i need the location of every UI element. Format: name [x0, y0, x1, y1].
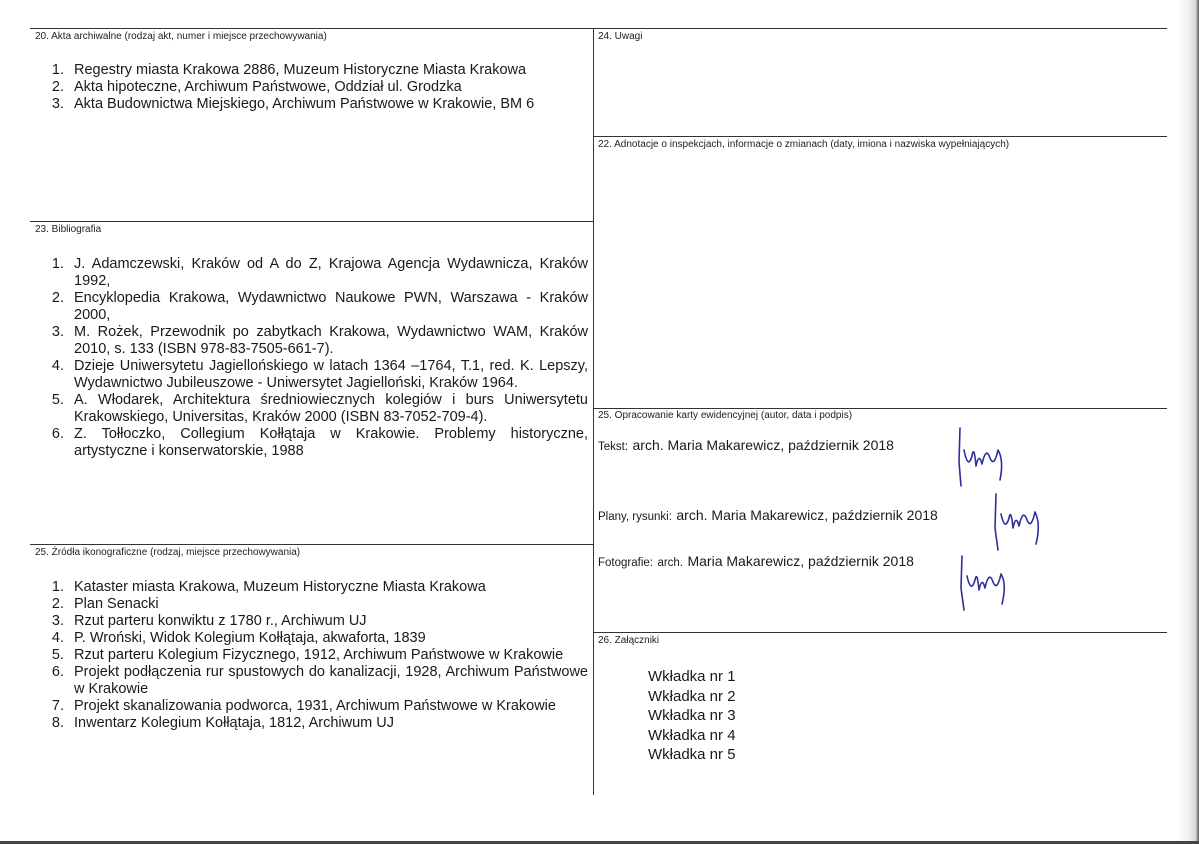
item-text: Kataster miasta Krakowa, Muzeum Historyczne Miasta Krakowa [74, 579, 486, 595]
tekst-line [598, 437, 894, 455]
tekst-label: Tekst: [598, 441, 629, 453]
foto-label: Fotografie: [598, 557, 653, 569]
list-item [42, 324, 588, 358]
list-item [42, 647, 588, 664]
list-item [42, 426, 588, 460]
list-item [42, 290, 588, 324]
item-number: 3. [51, 324, 64, 340]
item-text: M. Rożek, Przewodnik po zabytkach Krakowa, Wydawnictwo WAM, Kraków 2010, s. 133 (ISBN 978-83-7505-661-7). [74, 324, 588, 357]
item-number: 5. [51, 392, 64, 408]
item-text: Plan Senacki [74, 596, 159, 612]
item-text: Rzut parteru konwiktu z 1780 r., Archiwum UJ [74, 613, 367, 629]
foto-value: Maria Makarewicz, październik 2018 [687, 553, 914, 569]
rule-adnotacje-top [593, 136, 1167, 137]
item-text: Z. Tołłoczko, Collegium Kołłątaja w Krakowie. Problemy historyczne, artystyczne i konserwatorskie, 1988 [74, 426, 588, 459]
list-item [42, 698, 588, 715]
item-number: 1. [51, 256, 64, 272]
attachment-item: Wkładka nr 3 [648, 707, 736, 724]
item-text: Rzut parteru Kolegium Fizycznego, 1912, Archiwum Państwowe w Krakowie [74, 647, 564, 663]
foto-prefix: arch. [657, 557, 684, 569]
item-number: 1. [51, 62, 64, 78]
item-text: Akta Budownictwa Miejskiego, Archiwum Państwowe w Krakowie, BM 6 [74, 96, 535, 112]
item-number: 3. [51, 96, 64, 112]
list-item [42, 579, 588, 596]
uwagi-section-label: 24. Uwagi [598, 31, 643, 42]
item-text: P. Wroński, Widok Kolegium Kołłątaja, akwaforta, 1839 [74, 630, 426, 646]
item-number: 2. [51, 79, 64, 95]
list-item [42, 358, 588, 392]
list-item [42, 664, 588, 698]
rule-uwagi-top [593, 28, 1167, 29]
item-text: Akta hipoteczne, Archiwum Państwowe, Oddział ul. Grodzka [74, 79, 462, 95]
item-text: J. Adamczewski, Kraków od A do Z, Krajowa Agencja Wydawnicza, Kraków 1992, [74, 256, 588, 289]
plany-value: arch. Maria Makarewicz, październik 2018 [676, 507, 938, 523]
akta-list [42, 62, 590, 113]
rule-opracowanie-top [593, 408, 1167, 409]
scan-edge [1177, 0, 1199, 844]
item-number: 1. [51, 579, 64, 595]
adnotacje-section-label: 22. Adnotacje o inspekcjach, informacje o zmianach (daty, imiona i nazwiska wypełniających) [598, 139, 1010, 150]
zalaczniki-list [648, 667, 736, 765]
list-item [42, 715, 588, 732]
item-text: A. Włodarek, Architektura średniowiecznych kolegiów i burs Uniwersytetu Krakowskiego, Universitas, Kraków 2000 (ISBN 83-7052-709-4). [74, 392, 588, 425]
list-item [42, 596, 588, 613]
column-divider [593, 28, 594, 795]
item-text: Projekt podłączenia rur spustowych do kanalizacji, 1928, Archiwum Państwowe w Krakowie [74, 664, 588, 697]
bibliografia-list [42, 256, 588, 460]
list-item [42, 79, 590, 96]
item-number: 8. [51, 715, 64, 731]
list-item [42, 256, 588, 290]
item-text: Dzieje Uniwersytetu Jagiellońskiego w latach 1364 –1764, T.1, red. K. Lepszy, Wydawnictwo Jubileuszowe - Uniwersytet Jagielloński, Kraków 1964. [74, 358, 588, 391]
item-text: Projekt skanalizowania podworca, 1931, Archiwum Państwowe w Krakowie [74, 698, 556, 714]
opracowanie-section-label: 25. Opracowanie karty ewidencyjnej (autor, data i podpis) [598, 410, 853, 421]
rule-zrodla-top [30, 544, 593, 545]
attachment-item: Wkładka nr 2 [648, 687, 736, 705]
foto-line [598, 553, 914, 571]
zrodla-list [42, 579, 588, 732]
item-text: Inwentarz Kolegium Kołłątaja, 1812, Archiwum UJ [74, 715, 394, 731]
item-number: 4. [51, 358, 64, 374]
rule-akta-top [30, 28, 593, 29]
list-item [42, 613, 588, 630]
plany-label: Plany, rysunki: [598, 511, 672, 523]
zalaczniki-section-label: 26. Załączniki [598, 635, 660, 646]
item-number: 2. [51, 290, 64, 306]
rule-zalaczniki-top [593, 632, 1167, 633]
attachment-item: Wkładka nr 5 [648, 746, 736, 763]
item-number: 7. [51, 698, 64, 714]
signature-mark [988, 486, 1048, 556]
list-item [42, 96, 590, 113]
rule-bibliografia-top [30, 221, 593, 222]
attachment-item: Wkładka nr 4 [648, 726, 736, 744]
attachment-item: Wkładka nr 1 [648, 668, 736, 685]
signature-mark [950, 422, 1010, 492]
signature-mark [952, 548, 1012, 618]
list-item [42, 62, 590, 79]
item-text: Regestry miasta Krakowa 2886, Muzeum Historyczne Miasta Krakowa [74, 62, 527, 78]
list-item [42, 392, 588, 426]
plany-line [598, 507, 938, 525]
item-number: 5. [51, 647, 64, 663]
item-number: 3. [51, 613, 64, 629]
list-item [42, 630, 588, 647]
item-number: 2. [51, 596, 64, 612]
zrodla-section-label: 25. Źródła ikonograficzne (rodzaj, miejsce przechowywania) [35, 547, 301, 558]
item-number: 6. [51, 426, 64, 442]
item-number: 4. [51, 630, 64, 646]
item-number: 6. [51, 664, 64, 680]
item-text: Encyklopedia Krakowa, Wydawnictwo Naukowe PWN, Warszawa - Kraków 2000, [74, 290, 588, 323]
tekst-value: arch. Maria Makarewicz, październik 2018 [632, 437, 894, 453]
akta-section-label: 20. Akta archiwalne (rodzaj akt, numer i miejsce przechowywania) [35, 31, 327, 42]
bibliografia-section-label: 23. Bibliografia [35, 224, 102, 235]
